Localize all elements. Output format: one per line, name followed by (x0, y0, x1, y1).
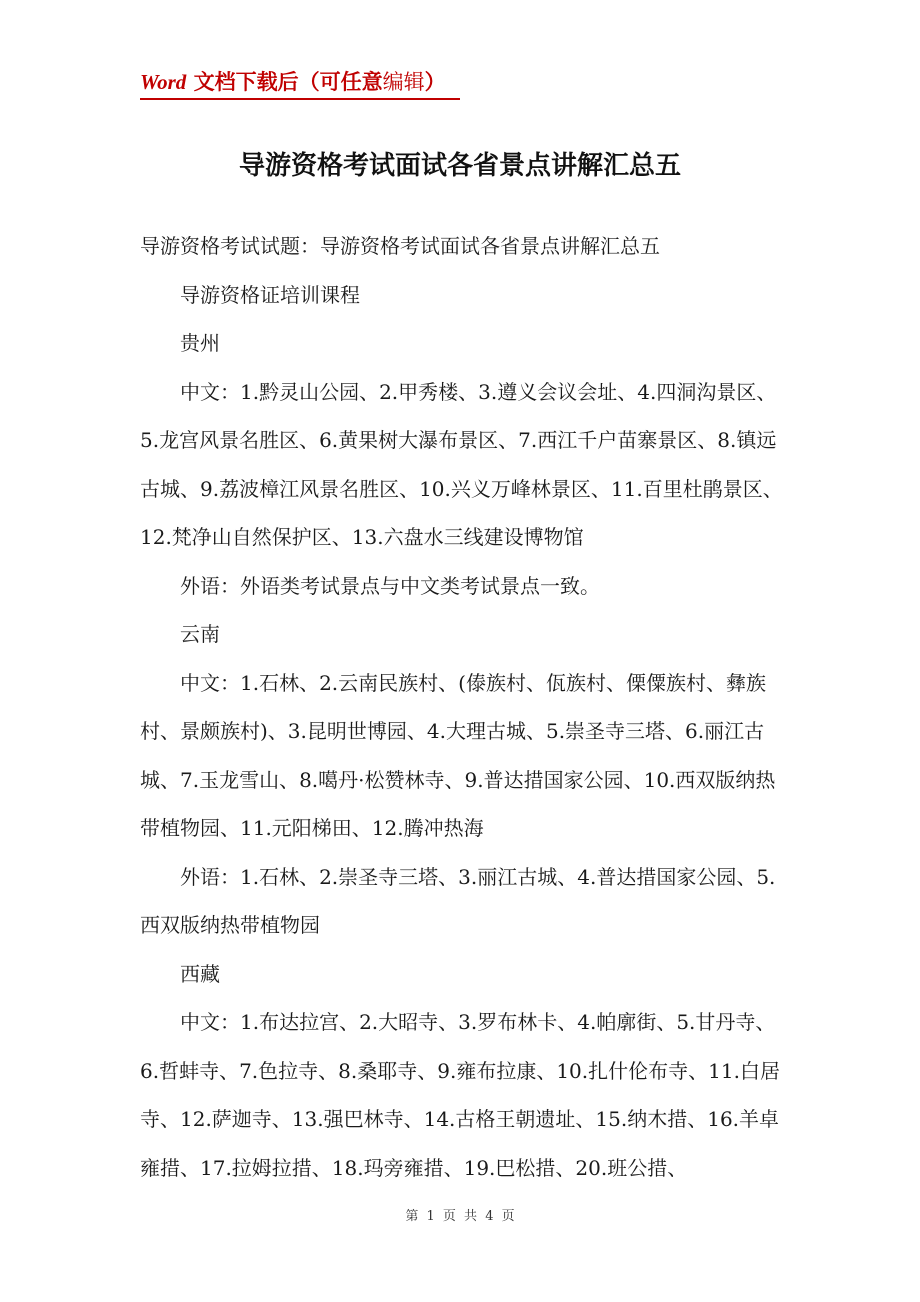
banner-word: Word (140, 70, 187, 94)
tibet-chinese-list: 中文：1.布达拉宫、2.大昭寺、3.罗布林卡、4.帕廓街、5.甘丹寺、6.哲蚌寺、7.色拉寺、8.桑耶寺、9.雍布拉康、10.扎什伦布寺、11.白居寺、12.萨迦寺、13.强巴林寺、14.古格王朝遗址、15.纳木措、16.羊卓雍措、17.拉姆拉措、18.玛旁雍措、19.巴松措、20.班公措、 (140, 1010, 780, 1180)
download-banner (140, 66, 460, 100)
course-line: 导游资格证培训课程 (180, 282, 360, 307)
yunnan-chinese-list: 中文：1.石林、2.云南民族村、(傣族村、佤族村、傈僳族村、彝族村、景颇族村)、3.昆明世博园、4.大理古城、5.崇圣寺三塔、6.丽江古城、7.玉龙雪山、8.噶丹·松赞林寺、9.普达措国家公园、10.西双版纳热带植物园、11.元阳梯田、12.腾冲热海 (140, 670, 776, 840)
banner-text-light: 编辑 (382, 70, 425, 94)
intro-paragraph: 导游资格考试试题：导游资格考试面试各省景点讲解汇总五 (140, 234, 660, 258)
province-heading-yunnan: 云南 (180, 622, 220, 646)
yunnan-foreign-list: 外语：1.石林、2.崇圣寺三塔、3.丽江古城、4.普达措国家公园、5.西双版纳热带植物园 (140, 864, 776, 937)
document-body (140, 222, 785, 1192)
page-footer: 第 1 页 共 4 页 (405, 1209, 515, 1224)
province-heading-tibet: 西藏 (180, 961, 220, 986)
guizhou-chinese-list: 中文：1.黔灵山公园、2.甲秀楼、3.遵义会议会址、4.四洞沟景区、5.龙宫风景名胜区、6.黄果树大瀑布景区、7.西江千户苗寨景区、8.镇远古城、9.荔波樟江风景名胜区、10.兴义万峰林景区、11.百里杜鹃景区、12.梵净山自然保护区、13.六盘水三线建设博物馆 (140, 379, 783, 549)
guizhou-foreign-list: 外语：外语类考试景点与中文类考试景点一致。 (180, 573, 600, 598)
document-title: 导游资格考试面试各省景点讲解汇总五 (238, 151, 681, 181)
banner-text: 文档下载后（可任意 (186, 69, 383, 94)
province-heading-guizhou: 贵州 (180, 331, 220, 355)
banner-text-end: ） (424, 69, 446, 94)
